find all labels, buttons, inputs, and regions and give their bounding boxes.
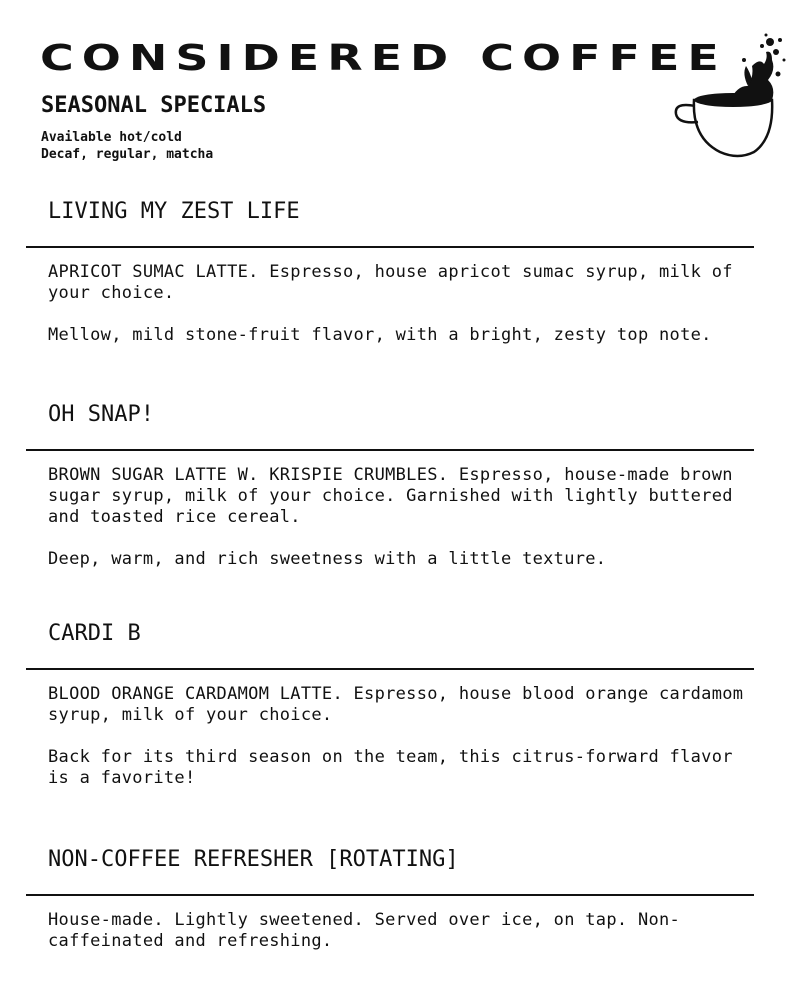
availability-temperature: Available hot/cold xyxy=(41,130,182,145)
tasting-note: Mellow, mild stone-fruit flavor, with a bright, zesty top note. xyxy=(48,325,712,345)
section-body xyxy=(48,684,754,810)
drink-description: BLOOD ORANGE CARDAMOM LATTE. Espresso, house blood orange cardamom syrup, milk of your choice. xyxy=(48,684,744,725)
section-body xyxy=(48,262,754,367)
drink-description: House-made. Lightly sweetened. Served over ice, on tap. Non-caffeinated and refreshing. xyxy=(48,910,681,951)
section-divider xyxy=(26,449,754,451)
section-title: LIVING MY ZEST LIFE xyxy=(48,199,300,224)
section-title: NON-COFFEE REFRESHER [ROTATING] xyxy=(48,847,459,872)
tasting-note: Back for its third season on the team, this citrus-forward flavor is a favorite! xyxy=(48,747,733,788)
splashing-coffee-cup-icon xyxy=(668,30,790,162)
drink-description: BROWN SUGAR LATTE W. KRISPIE CRUMBLES. Espresso, house-made brown sugar syrup, milk of your choice. Garnished with lightly buttered and toasted rice cereal. xyxy=(48,465,733,527)
tasting-note: Deep, warm, and rich sweetness with a little texture. xyxy=(48,549,607,569)
section-body xyxy=(48,910,754,973)
availability-info xyxy=(41,129,213,163)
section-title: OH SNAP! xyxy=(48,402,154,427)
section-title: CARDI B xyxy=(48,621,141,646)
section-divider xyxy=(26,668,754,670)
section-body xyxy=(48,465,754,591)
drink-description: APRICOT SUMAC LATTE. Espresso, house apricot sumac syrup, milk of your choice. xyxy=(48,262,733,303)
section-divider xyxy=(26,246,754,248)
availability-options: Decaf, regular, matcha xyxy=(41,147,214,162)
brand-title: CONSIDERED COFFEE xyxy=(40,36,727,79)
section-divider xyxy=(26,894,754,896)
menu-subtitle: SEASONAL SPECIALS xyxy=(41,93,267,118)
